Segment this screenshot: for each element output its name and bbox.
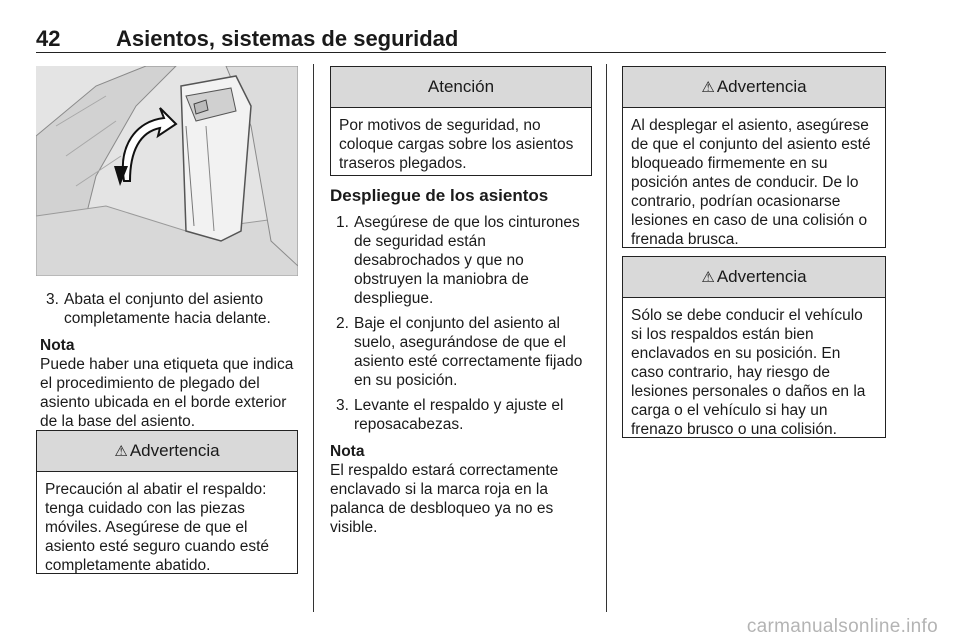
- warning-icon: ⚠: [114, 443, 128, 460]
- warning-box-right-1: [622, 66, 886, 248]
- warning-text: Sólo se debe conducir el vehículo si los respaldos están bien enclavados en su posición. En caso contrario, hay riesgo de lesiones personales o daños en la carga o el vehículo si hay un frenazo brusco o una colisión.: [631, 307, 866, 438]
- step-number: 3.: [336, 397, 349, 414]
- step-text: Levante el respaldo y ajuste el reposacabezas.: [354, 397, 564, 433]
- page-header: [36, 24, 886, 53]
- watermark: carmanualsonline.info: [746, 616, 938, 637]
- warning-header: [623, 257, 885, 298]
- step-text: Abata el conjunto del asiento completamente hacia delante.: [64, 291, 271, 327]
- step-number: 2.: [336, 315, 349, 332]
- step-item: [330, 213, 592, 308]
- column-divider-1: [313, 64, 314, 612]
- warning-text: Precaución al abatir el respaldo: tenga cuidado con las piezas móviles. Asegúrese de que el asiento esté seguro cuando esté completamente abatido.: [45, 481, 270, 574]
- section-title: Despliegue de los asientos: [330, 186, 549, 205]
- warning-box-right-2: [622, 256, 886, 438]
- warning-box-left: [36, 430, 298, 574]
- attention-text: Por motivos de seguridad, no coloque cargas sobre los asientos traseros plegados.: [339, 117, 574, 172]
- warning-header: [623, 67, 885, 108]
- attention-box: [330, 66, 592, 176]
- seat-folding-drawing: [36, 66, 298, 276]
- step-item: [40, 290, 302, 328]
- step-number: 3.: [46, 291, 59, 308]
- note-title: Nota: [330, 443, 365, 460]
- step-text: Baje el conjunto del asiento al suelo, asegurándose de que el asiento esté correctamente fijado en su posición.: [354, 315, 583, 389]
- warning-icon: ⚠: [701, 269, 715, 286]
- page-title: Asientos, sistemas de seguridad: [116, 26, 459, 51]
- warning-title: Advertencia: [129, 441, 220, 460]
- step-item: [330, 314, 592, 390]
- note-text: Puede haber una etiqueta que indica el procedimiento de plegado del asiento ubicada en el borde exterior de la base del asiento.: [40, 356, 294, 430]
- page-number: 42: [36, 26, 61, 51]
- middle-column: [330, 186, 592, 537]
- note-text: El respaldo estará correctamente enclavado si la marca roja en la palanca de desbloqueo ya no es visible.: [330, 462, 559, 536]
- warning-title: Advertencia: [716, 267, 807, 286]
- step-text: Asegúrese de que los cinturones de seguridad están desabrochados y que no obstruyen la maniobra de despliegue.: [354, 214, 580, 307]
- warning-icon: ⚠: [701, 79, 715, 96]
- warning-header: [37, 431, 297, 472]
- step-number: 1.: [336, 214, 349, 231]
- seat-folding-illustration: [36, 66, 298, 276]
- step-item: [330, 396, 592, 434]
- column-divider-2: [606, 64, 607, 612]
- left-column: [40, 290, 302, 431]
- attention-header: Atención: [331, 67, 591, 108]
- warning-text: Al desplegar el asiento, asegúrese de que el conjunto del asiento esté bloqueado firmemente en su posición antes de conducir. De lo contrario, podrían ocasionarse lesiones en caso de una colisión o frenada brusca.: [631, 117, 871, 248]
- warning-title: Advertencia: [716, 77, 807, 96]
- note-title: Nota: [40, 337, 75, 354]
